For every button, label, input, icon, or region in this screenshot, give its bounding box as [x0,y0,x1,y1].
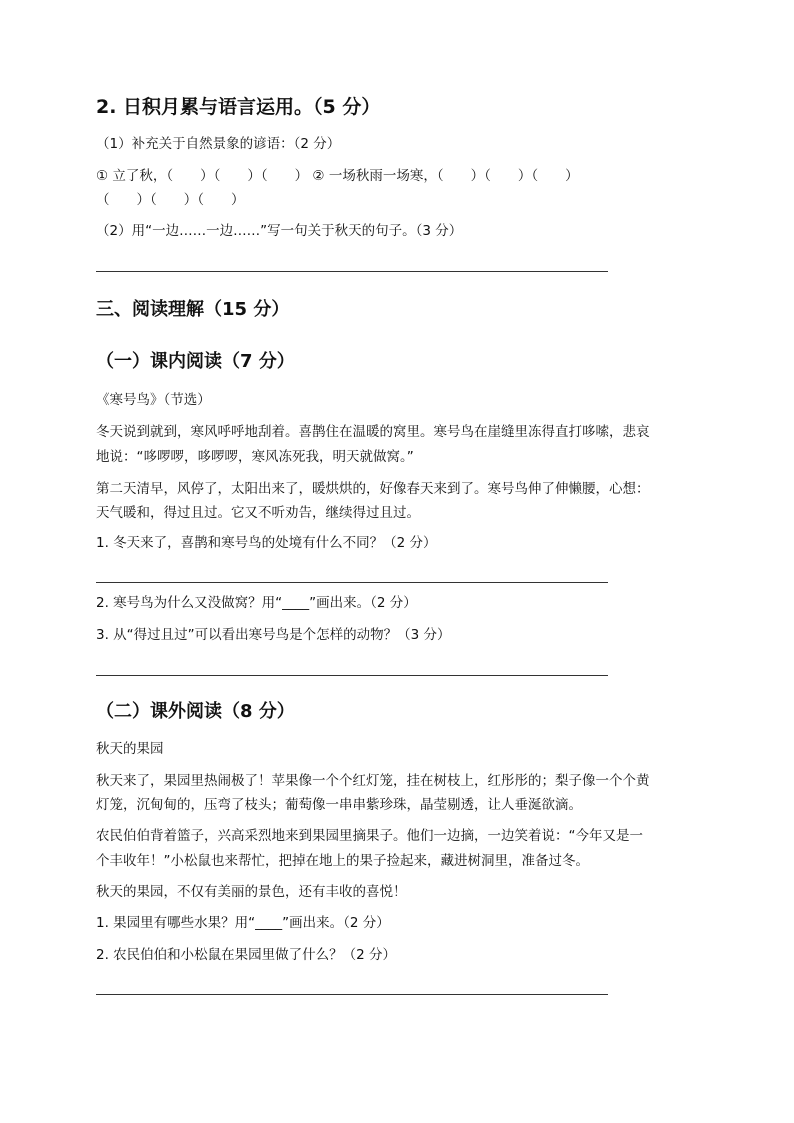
part2-paragraph1-line2: 灯笼，沉甸甸的，压弯了枝头；葡萄像一串串紫珍珠，晶莹剔透，让人垂涎欲滴。 [96,797,582,813]
part1-paragraph2-line2: 天气暖和，得过且过。它又不听劝告，继续得过且过。 [96,505,420,521]
part1-paragraph1-line2: 地说：“哆啰啰，哆啰啰，寒风冻死我，明天就做窝。” [96,449,414,465]
part2-heading: （二）课外阅读（8 分） [96,701,295,722]
section2-heading: 2. 日积月累与语言运用。（5 分） [96,96,381,118]
section2-q1: （1）补充关于自然景象的谚语：（2 分） [96,136,341,152]
part1-paragraph2-line1: 第二天清早，风停了，太阳出来了，暖烘烘的，好像春天来到了。寒号鸟伸了伸懒腰，心想： [96,481,650,497]
section2-q1-blanks-line2: （ ）（ ）（ ） [96,192,245,208]
part1-question3: 3. 从“得过且过”可以看出寒号鸟是个怎样的动物？（3 分） [96,627,451,643]
part1-heading: （一）课内阅读（7 分） [96,351,295,372]
part2-paragraph1-line1: 秋天来了，果园里热闹极了！苹果像一个个红灯笼，挂在树枝上，红彤彤的；梨子像一个个黄 [96,773,650,789]
section2-q2: （2）用“一边……一边……”写一句关于秋天的句子。（3 分） [96,223,463,239]
answer-line[interactable] [96,582,608,583]
section3-heading: 三、阅读理解（15 分） [96,299,290,320]
part2-title: 秋天的果园 [96,741,164,757]
part1-question1: 1. 冬天来了，喜鹊和寒号鸟的处境有什么不同？（2 分） [96,535,437,551]
part1-source: 《寒号鸟》（节选） [96,392,211,408]
part2-paragraph3: 秋天的果园，不仅有美丽的景色，还有丰收的喜悦！ [96,884,407,900]
part2-question2: 2. 农民伯伯和小松鼠在果园里做了什么？（2 分） [96,947,397,963]
part1-paragraph1-line1: 冬天说到就到，寒风呼呼地刮着。喜鹊住在温暖的窝里。寒号鸟在崖缝里冻得直打哆嗦，悲哀 [96,424,650,440]
answer-line[interactable] [96,271,608,272]
part2-paragraph2-line1: 农民伯伯背着篮子，兴高采烈地来到果园里摘果子。他们一边摘，一边笑着说：“今年又是一 [96,828,643,844]
answer-line[interactable] [96,994,608,995]
part1-question2: 2. 寒号鸟为什么又没做窝？用“____”画出来。（2 分） [96,595,417,611]
section2-q1-blanks-line1: ① 立了秋，（ ）（ ）（ ） ② 一场秋雨一场寒，（ ）（ ）（ ） [96,168,579,184]
part2-question1: 1. 果园里有哪些水果？用“____”画出来。（2 分） [96,915,390,931]
part2-paragraph2-line2: 个丰收年！”小松鼠也来帮忙，把掉在地上的果子捡起来，藏进树洞里，准备过冬。 [96,853,589,869]
answer-line[interactable] [96,675,608,676]
